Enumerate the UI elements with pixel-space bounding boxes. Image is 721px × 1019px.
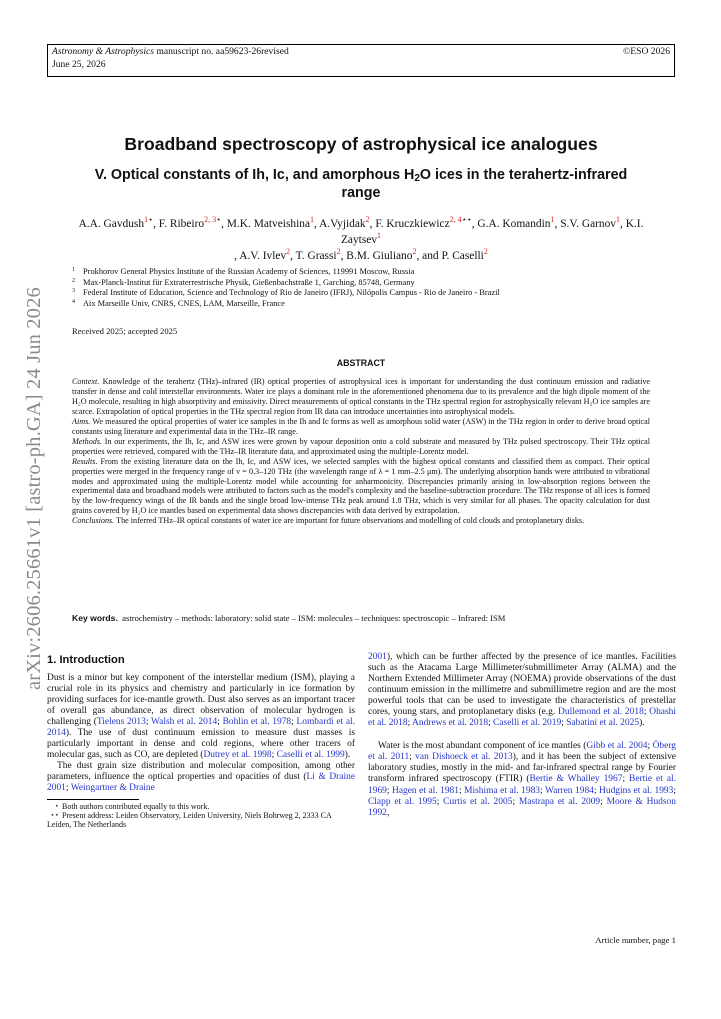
affiliation-number: 1 — [72, 267, 75, 273]
keywords: Key words. astrochemistry – methods: laboratory: solid state – ISM: molecules – techniques: spectroscopic – Infrared: ISM — [72, 613, 506, 623]
author — [346, 247, 417, 262]
author — [441, 247, 488, 262]
footnote-rule — [47, 799, 139, 800]
paragraph-text: ; — [436, 796, 444, 807]
article-number: Article number, page 1 — [595, 935, 676, 945]
abstract-conclusions: Conclusions. The inferred THz–IR optical constants of water ice are important for future observations and modelling of cold clouds and protoplanetary disks. — [72, 516, 585, 526]
intro-paragraph-2 — [47, 761, 355, 794]
paragraph-text: ; — [217, 717, 223, 728]
citation-link[interactable]: Bertie & Whalley 1967 — [529, 774, 623, 785]
author-name: P. Caselli — [441, 250, 484, 262]
author — [295, 247, 341, 262]
author — [239, 247, 291, 262]
affiliation-line — [72, 278, 672, 289]
paragraph-text: ; — [673, 785, 676, 796]
author — [226, 215, 315, 230]
paragraph-text: ; — [622, 774, 630, 785]
right-column — [368, 652, 676, 819]
abstract-context: Context. Knowledge of the terahertz (THz)–infrared (IR) optical properties of astrophysical ices is important for understanding the dust continuum emission and radiative transfer in dense and cold interstellar environments. Water ice plays a dominant role in the aforementioned phenomena due to its prevalence and the high dipole moment of the H₂O molecule, resulting in high absorptivity and emissivity. Direct measurements of optical constants in the THz spectral region for astrophysically relevant H₂O ice samples are scarce. Extrapolation of optical properties in the THz spectral region from IR data can introduce uncertainties into astrophysical models. — [72, 377, 650, 416]
paragraph-text: ; — [643, 707, 650, 718]
citation-link[interactable]: Dullemond et al. 2018 — [558, 707, 644, 718]
affiliation-marker[interactable]: 2 — [365, 215, 370, 225]
paragraph-text: ; — [647, 741, 653, 752]
journal-header — [47, 44, 675, 77]
paragraph-text: ; — [458, 785, 465, 796]
affiliation-line — [72, 299, 672, 310]
citation-link[interactable]: Bohlin et al. 1978 — [222, 717, 292, 728]
footnote-1: ⋆ Both authors contributed equally to this work. — [54, 801, 210, 811]
footnote-marker: ⋆ — [216, 215, 222, 225]
citation-link[interactable]: Ohashi et al. 2018 — [368, 707, 676, 729]
affiliation-marker[interactable]: 2 — [412, 247, 417, 257]
paper-title: Broadband spectroscopy of astrophysical ice analogues — [124, 134, 598, 154]
abstract-results: Results. From the existing literature data on the Ih, Ic, and ASW ices, we selected samples with the highest optical constants and classified them as compact. Their optical properties were merged in the frequency range of ν = 0.3–120 THz (the wavelength range of λ = 1 mm–2.5 μm). The underlying absorption bands were attributed to vibrational modes and approximated using the multiple-Lorentz model while accounting for anharmonicity. Discrepancies primarily arising in low-absorption regions between the experimental data and broadband models were attributed to factors such as the model's complexity and the baseline-subtraction procedure. The THz response of all ices is formed by the low-frequency wings of the IR bands and the single broad low-intense THz peak around 1.8 THz, which is very similar for all phases. The opacity calculation for dust grains covered by H₂O ice mantles based on experimental data shows discrepancies with data derived by extrapolation. — [72, 456, 650, 516]
author — [477, 215, 555, 230]
citation-link[interactable]: Andrews et al. 2018 — [412, 718, 489, 729]
paragraph-text: ). — [344, 750, 351, 761]
paragraph-text: ; — [600, 796, 607, 807]
footnote-2: ⋆⋆ Present address: Leiden Observatory, Leiden University, Niels Bohrweg 2, 2333 CA Leiden, The Netherlands — [47, 810, 332, 830]
citation-link[interactable]: Caselli et al. 2019 — [493, 718, 562, 729]
paragraph-text: ; — [488, 718, 494, 729]
paragraph-text: ), which can be further affected by the presence of ice mantles. Facilities such as the Atacama Large Millimeter/submillimeter Array (ALMA) and the Northern Extended Millimeter Array (NOEMA) provide observations of the dust continuum emission in the millimetre and submillimetre region and are the most powerful tools that can be used to investigate the characteristics of prestellar cores, young stars, and protoplanetary disks (e.g. — [368, 652, 676, 718]
citation-link[interactable]: Moore & Hudson 1992 — [368, 796, 676, 818]
abstract-heading: ABSTRACT — [336, 358, 386, 368]
section-heading-introduction: 1. Introduction — [47, 654, 125, 666]
affiliation-text: Federal Institute of Education, Science and Technology of Rio de Janeiro (IFRJ), Nilópolis Campus - Rio de Janeiro - Brazil — [83, 288, 500, 297]
paragraph-text: ), and it has been the subject of extensive laboratory studies, mostly in the mid- and far-infrared spectral range by Fourier transform infrared spectroscopy (FTIR) ( — [368, 752, 676, 785]
citation-link[interactable]: Mishima et al. 1983 — [464, 785, 541, 796]
affiliation-marker[interactable]: 1 — [616, 215, 620, 225]
author-name: A.A. Gavdush — [78, 218, 145, 230]
citation-link[interactable]: 2001 — [368, 652, 387, 662]
citation-link[interactable]: Sabatini et al. 2025 — [566, 718, 640, 729]
author-name: A.V. Ivlev — [239, 250, 287, 262]
paragraph-text: The dust grain size distribution and molecular composition, among other parameters, influence the optical properties and opacities of dust ( — [47, 761, 355, 783]
paragraph-text: ; — [593, 785, 600, 796]
affiliation-text: Max-Planck-Institut für Extraterrestrische Physik, Gießenbachstraße 1, Garching, 85748, Germany — [83, 277, 415, 287]
paragraph-text: ; — [540, 785, 545, 796]
abstract-methods: Methods. In our experiments, the Ih, Ic, and ASW ices were grown by vapour deposition onto a cold substrate and measured by THz pulsed spectroscopy. Their THz optical properties were retrieved, compared with the THz–IR literature data, and approximated using the multiple-Lorentz model. — [72, 436, 650, 456]
affiliation-number: 4 — [72, 298, 75, 305]
citation-link[interactable]: Dutrey et al. 1998 — [203, 750, 272, 761]
author-name: A.Vyjidak — [319, 218, 366, 230]
author-list: A.A. Gavdush$^{1⋆}$, F. Ribeiro$^{2, 3⋆}$, M.K. Matveishina$^1$, A.Vyjidak$^2$, F. Kruczkiewicz$^{2, 4⋆⋆}$, G.A. Komandin$^1$, S.V. Garnov$^1$, K.I. Zaytsev$^1$ , A.V. Ivlev$^2$, T. Grassi$^2$, B.M. Giuliano$^2$, and P. Caselli$^2$ — [78, 215, 644, 262]
citation-link[interactable]: Lombardi et al. 2014 — [47, 717, 356, 739]
citation-link[interactable]: Weingartner & Draine — [70, 783, 155, 794]
citation-link[interactable]: Clapp et al. 1995 — [368, 796, 437, 807]
affiliation-marker[interactable]: 1 — [550, 215, 555, 225]
affiliation-marker[interactable]: 2 — [336, 247, 341, 257]
affiliation-marker[interactable]: 1 — [144, 215, 149, 225]
author-name: K.I. Zaytsev — [340, 218, 644, 246]
author-name: F. Kruczkiewicz — [375, 218, 450, 230]
arxiv-identifier[interactable]: arXiv:2606.25661v1 [astro-ph.GA] 24 Jun 2026 — [23, 287, 45, 690]
abstract-aims: Aims. We measured the optical properties of water ice samples in the Ih and Ic forms as well as amorphous solid water (ASW) in the THz region in order to derive broad optical constants using literature and experimental data in the THz–IR range. — [72, 416, 650, 436]
paragraph-text: , — [386, 807, 390, 818]
citation-link[interactable]: van Dishoeck et al. 2013 — [415, 752, 513, 763]
citation-link[interactable]: Mastrapa et al. 2009 — [518, 796, 601, 807]
author — [375, 215, 472, 230]
citation-link[interactable]: Walsh et al. 2014 — [151, 717, 218, 728]
affiliation-line — [72, 288, 672, 299]
affiliation-marker[interactable]: 1 — [377, 231, 382, 241]
intro-paragraph-3 — [368, 741, 676, 818]
paragraph-text: ). The use of dust continuum emission to measure dust masses is particularly important in dense and cold regions, where other tracers of molecular gas, such as CO, are depleted ( — [47, 728, 355, 761]
left-column — [47, 652, 355, 830]
paragraph-text: ; — [407, 718, 413, 729]
paragraph-text: ; — [291, 717, 297, 728]
affiliation-marker[interactable]: 1 — [310, 215, 315, 225]
affiliation-text: Aix Marseille Univ, CNRS, CNES, LAM, Marseille, France — [83, 298, 285, 308]
affiliation-marker[interactable]: 2, 4 — [449, 215, 462, 225]
citation-link[interactable]: Tielens 2013 — [96, 717, 146, 728]
citation-link[interactable]: Bertie et al. 1969 — [368, 774, 676, 796]
affiliation-line — [72, 267, 672, 278]
author-name: B.M. Giuliano — [346, 250, 413, 262]
citation-link[interactable]: Warren 1984 — [544, 785, 594, 796]
paragraph-text: ; — [65, 783, 71, 794]
citation-link[interactable]: Gibb et al. 2004 — [586, 741, 648, 752]
author-name: F. Ribeiro — [158, 218, 205, 230]
paragraph-text: Dust is a minor but key component of the interstellar medium (ISM), playing a crucial role in its physics and chemistry and particularly in ice formation by providing surfaces for ice-mantle growth. Dust also serves as an important tracer of overall gas abundance, as direct observation of molecular hydrogen is challenging ( — [47, 673, 355, 728]
citation-link[interactable]: Hudgins et al. 1993 — [599, 785, 674, 796]
paragraph-text: ; — [561, 718, 567, 729]
affiliation-marker[interactable]: 2, 3 — [204, 215, 217, 225]
paragraph-text: ; — [145, 717, 151, 728]
journal-name: Astronomy & Astrophysics manuscript no. aa59623-26revised — [52, 46, 289, 57]
author — [158, 215, 222, 230]
abstract — [72, 377, 650, 526]
citation-link[interactable]: Öberg et al. 2011 — [368, 741, 677, 763]
paragraph-text: ; — [271, 750, 277, 761]
affiliation-text: Prokhorov General Physics Institute of the Russian Academy of Sciences, 119991 Moscow, Russia — [83, 267, 415, 276]
author-name: S.V. Garnov — [560, 218, 616, 230]
author — [560, 215, 620, 230]
affiliation-number: 3 — [72, 288, 75, 294]
paper-subtitle: V. Optical constants of Ih, Ic, and amorphous $H_2O$ ices in the terahertz-infrared range — [94, 167, 628, 201]
author — [319, 215, 370, 230]
received-date: Received 2025; accepted 2025 — [72, 326, 178, 336]
affiliations — [72, 267, 672, 309]
intro-paragraph-continued — [368, 652, 676, 729]
paragraph-text: ; — [512, 796, 519, 807]
citation-link[interactable]: Li & Draine 2001 — [47, 772, 356, 794]
copyright: ©ESO 2026 — [623, 46, 670, 57]
author-name: T. Grassi — [295, 250, 337, 262]
footnote-marker: ⋆ — [148, 215, 154, 225]
affiliation-marker[interactable]: 2 — [286, 247, 291, 257]
paragraph-text: Water is the most abundant component of ice mantles ( — [378, 741, 587, 752]
intro-paragraph-1 — [47, 673, 355, 761]
paragraph-text: ; — [386, 785, 392, 796]
header-date: June 25, 2026 — [52, 59, 106, 70]
paragraph-text: ). — [639, 718, 645, 729]
citation-link[interactable]: Caselli et al. 1999 — [276, 750, 345, 761]
author-name: M.K. Matveishina — [226, 218, 311, 230]
affiliation-marker[interactable]: 2 — [483, 247, 488, 257]
affiliation-number: 2 — [72, 277, 75, 284]
citation-link[interactable]: Curtis et al. 2005 — [443, 796, 513, 807]
paragraph-text: ; — [409, 752, 416, 763]
author-name: G.A. Komandin — [477, 218, 551, 230]
citation-link[interactable]: Hagen et al. 1981 — [392, 785, 459, 796]
footnote-marker: ⋆⋆ — [461, 215, 472, 225]
author — [78, 215, 154, 230]
